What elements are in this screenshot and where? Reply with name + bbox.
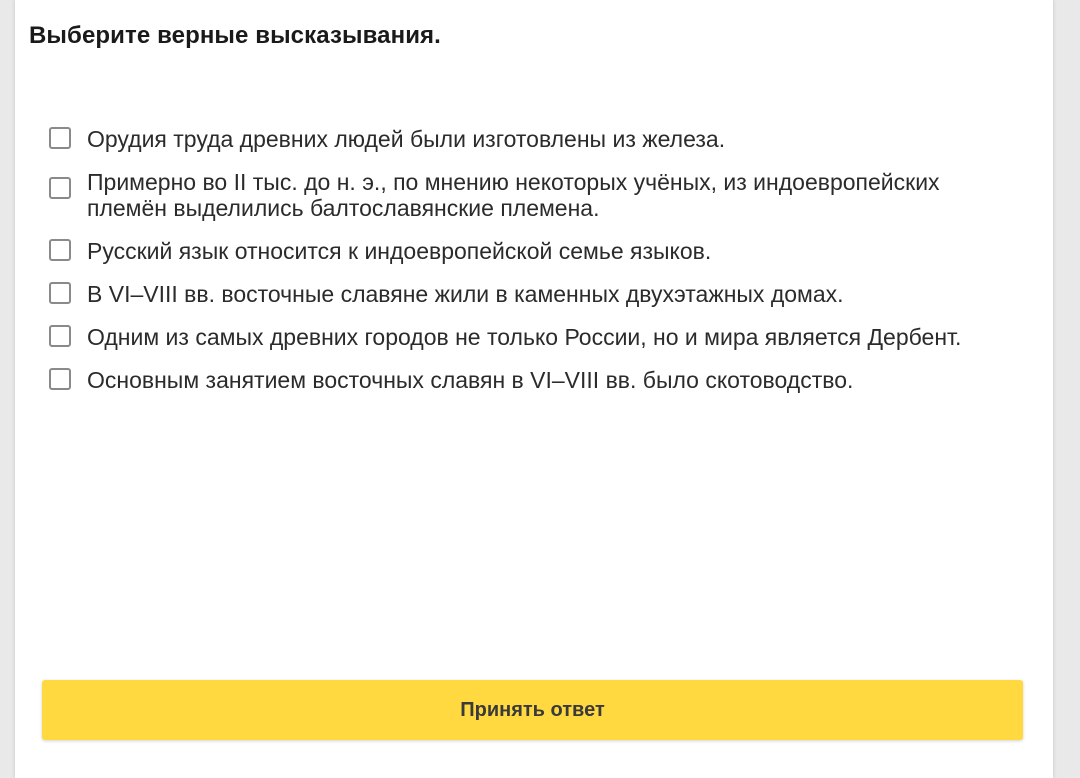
answer-option[interactable] <box>49 163 1009 221</box>
question-title: Выберите верные высказывания. <box>29 22 441 49</box>
checkbox-icon[interactable] <box>49 325 71 347</box>
checkbox-icon[interactable] <box>49 177 71 199</box>
checkbox-icon[interactable] <box>49 282 71 304</box>
answer-option[interactable] <box>49 361 1009 393</box>
answer-option[interactable] <box>49 232 1009 264</box>
answer-option-label: Русский язык относится к индоевропейской семье языков. <box>87 238 712 264</box>
quiz-panel <box>15 0 1053 778</box>
answer-option[interactable] <box>49 318 1009 350</box>
answer-option-label: Основным занятием восточных славян в VI–VIII вв. было скотоводство. <box>87 367 854 393</box>
checkbox-icon[interactable] <box>49 368 71 390</box>
answer-option[interactable] <box>49 275 1009 307</box>
answer-option-label: Примерно во II тыс. до н. э., по мнению некоторых учёных, из индоевропейских племён выделились балтославянские племена. <box>87 169 940 221</box>
checkbox-icon[interactable] <box>49 127 71 149</box>
answer-option[interactable] <box>49 120 1009 152</box>
answer-option-label: Орудия труда древних людей были изготовлены из железа. <box>87 126 726 152</box>
answer-option-label: Одним из самых древних городов не только России, но и мира является Дербент. <box>87 324 962 350</box>
answer-option-label: В VI–VIII вв. восточные славяне жили в каменных двухэтажных домах. <box>87 281 844 307</box>
submit-answer-button[interactable]: Принять ответ <box>42 680 1023 740</box>
answer-options-list <box>49 120 1009 404</box>
checkbox-icon[interactable] <box>49 239 71 261</box>
